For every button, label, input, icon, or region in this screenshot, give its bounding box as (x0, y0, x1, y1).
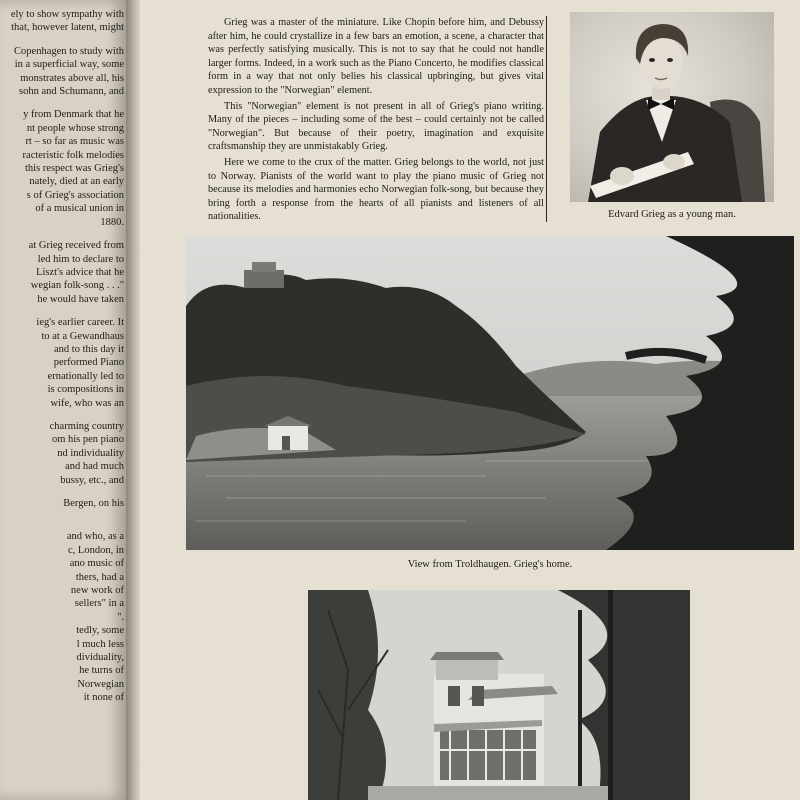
previous-page-line (0, 306, 124, 316)
previous-page-line: Copenhagen to study with (14, 45, 124, 57)
paragraph-3: Here we come to the crux of the matter. Grieg belongs to the world, not just to Norway. Pianists of the world want to play the piano music of Grieg not because its melodies and harmonies echo Norwegian folk-song, but because they bring forth a response from the hearts of all pianists and listeners of all nationalities. (208, 156, 544, 223)
previous-page-line: Liszt's advice that he (36, 266, 124, 278)
previous-page-line (0, 98, 124, 108)
previous-page-line: performed Piano (53, 357, 124, 369)
previous-page-line: om his pen piano (51, 434, 124, 446)
previous-page-line (0, 510, 124, 520)
paragraph-1: Grieg was a master of the miniature. Like Chopin before him, and Debussy after him, he could crystallize in a few bars an emotion, a scene, a character that was perfectly satisfying musically. This is not to say that he could not handle larger forms. Indeed, in a work such as the Piano Concerto, he modifies classical form in a way that not only belies his classical upbringing, but gives vital expression to the "Norwegian" element. (208, 17, 544, 96)
previous-page-line: nd individuality (57, 447, 124, 459)
previous-page-line: charming country (49, 420, 124, 432)
previous-page-line: dividuality, (76, 652, 124, 664)
previous-page-line: racteristic folk melodies (22, 149, 124, 161)
previous-page-line: l much less (76, 638, 124, 650)
previous-page-line: Norwegian (77, 678, 124, 690)
previous-page-line: s of Grieg's association (26, 189, 124, 201)
previous-page-line: c, London, in (68, 544, 124, 556)
previous-page-line: ieg's earlier career. It (36, 317, 124, 329)
previous-page-line: this respect was Grieg's (25, 163, 124, 175)
previous-page-line: sohn and Schumann, and (19, 86, 124, 98)
main-page (140, 0, 800, 800)
previous-page-line: tedly, some (76, 625, 124, 637)
grieg-home-photo (308, 590, 690, 800)
previous-page-line: is compositions in (47, 384, 124, 396)
previous-page-line: monstrates above all, his (20, 72, 124, 84)
previous-page-line: at Grieg received from (28, 240, 124, 252)
previous-page-line: nt people whose strong (26, 122, 124, 134)
column-divider (546, 16, 547, 222)
previous-page-line: ". (117, 611, 124, 623)
previous-page-line: nately, died at an early (29, 176, 124, 188)
troldhaugen-view-photo (186, 236, 794, 550)
previous-page-line: ely to show sympathy with (10, 9, 124, 20)
previous-page-line: new work of (70, 585, 124, 597)
previous-page-line: 1880. (100, 216, 124, 228)
previous-page-line: rt – so far as music was (25, 136, 124, 148)
portrait-caption: Edvard Grieg as a young man. (608, 209, 736, 220)
previous-page-line: and had much (65, 461, 124, 473)
previous-page-line: y from Denmark that he (23, 109, 124, 121)
previous-page-line: ano music of (69, 558, 124, 570)
previous-page-line: it none of (83, 692, 124, 704)
previous-page-line: that, however latent, might (11, 22, 124, 34)
previous-page-line (0, 35, 124, 45)
previous-page-line: and who, as a (66, 531, 124, 543)
previous-page-line: in a superficial way, some (14, 59, 124, 71)
landscape-caption: View from Troldhaugen. Grieg's home. (407, 559, 573, 570)
previous-page-line (0, 520, 124, 530)
previous-page-line: to at a Gewandhaus (41, 330, 124, 342)
previous-page-line: thers, had a (75, 571, 124, 583)
previous-page-line: wife, who was an (50, 397, 124, 409)
previous-page-line: of a musical union in (35, 203, 124, 215)
previous-page-text (0, 8, 124, 705)
previous-page-line: sellers" in a (74, 598, 124, 610)
previous-page-line (0, 487, 124, 497)
article-text (208, 16, 544, 226)
previous-page (0, 0, 128, 800)
previous-page-line: he would have taken (37, 293, 124, 305)
previous-page-line: bussy, etc., and (60, 474, 124, 486)
previous-page-line (0, 229, 124, 239)
previous-page-line: ernationally led to (47, 370, 124, 382)
previous-page-line: Bergen, on his (63, 498, 124, 509)
grieg-portrait-photo (570, 12, 774, 202)
previous-page-line: he turns of (79, 665, 124, 677)
previous-page-line: led him to declare to (37, 253, 124, 265)
paragraph-2: This "Norwegian" element is not present in all of Grieg's piano writing. Many of the pieces – including some of the best – could certainly not be called "Norwegian". But because of their poetry, imagination and exquisite craftsmanship they are unmistakably Grieg. (208, 100, 544, 153)
previous-page-line: wegian folk-song . . ." (30, 280, 124, 292)
previous-page-line: and to this day it (54, 343, 124, 355)
previous-page-line (0, 410, 124, 420)
